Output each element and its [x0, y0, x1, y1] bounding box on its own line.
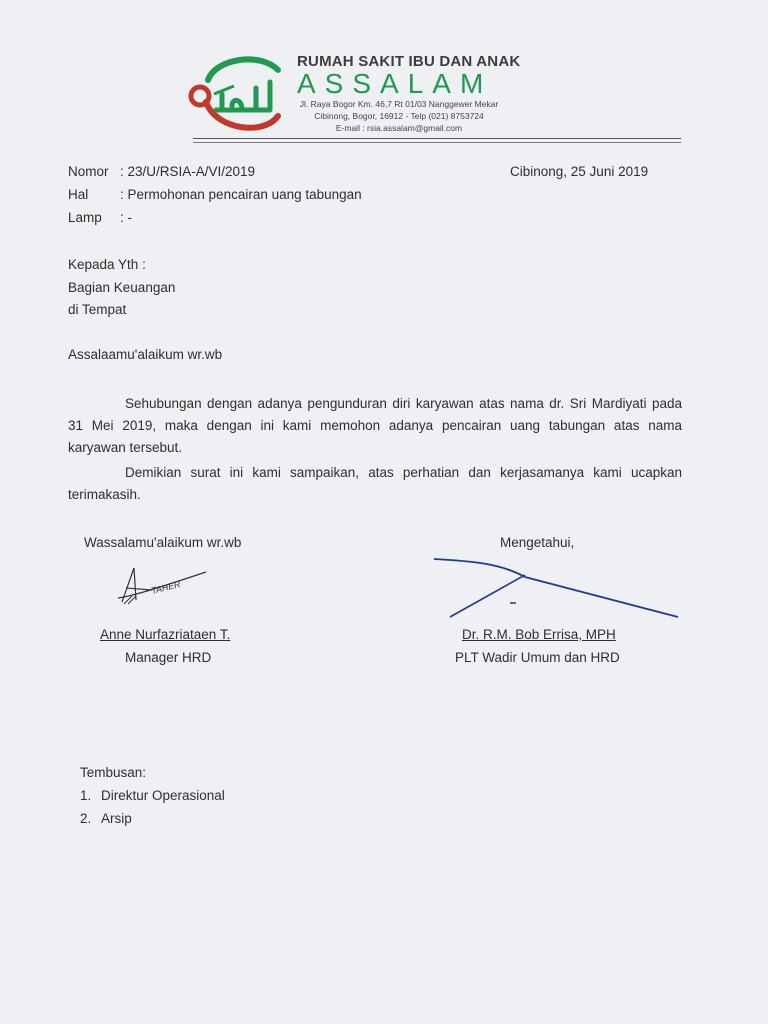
greeting: Assalaamu'alaikum wr.wb [68, 347, 223, 362]
body-p2-line1: Demikian surat ini kami sampaikan, atas perhatian dan kerjasamanya kami ucapkan [125, 465, 682, 480]
recipient-line-2: Bagian Keuangan [68, 280, 176, 295]
signature-left-text: TAHER [150, 579, 182, 596]
hospital-type: RUMAH SAKIT IBU DAN ANAK [297, 53, 521, 70]
cc-label: Tembusan: [80, 765, 147, 780]
lamp-label: Lamp [68, 210, 102, 225]
hal-value: : Permohonan pencairan uang tabungan [120, 187, 362, 202]
address-line-1: Jl. Raya Bogor Km. 46,7 Rt 01/03 Nanggewer Mekar [299, 99, 499, 109]
recipient-line-3: di Tempat [68, 302, 127, 317]
cc-item-1-num: 1. [80, 788, 92, 803]
cc-item-2-num: 2. [80, 811, 92, 826]
recipient-line-1: Kepada Yth : [68, 257, 146, 272]
email-line: E-mail : rsia.assalam@gmail.com [335, 123, 463, 133]
signer-left-name: Anne Nurfazriataen T. [100, 627, 231, 642]
body-p2-line2: terimakasih. [68, 487, 141, 502]
signer-right-name: Dr. R.M. Bob Errisa, MPH [462, 627, 616, 642]
body-p1-line3: karyawan tersebut. [68, 440, 183, 455]
header-divider-thin [193, 142, 681, 143]
signer-right-title: PLT Wadir Umum dan HRD [455, 650, 620, 665]
hospital-name: ASSALAM [297, 68, 493, 99]
acknowledge-label: Mengetahui, [500, 535, 575, 550]
hospital-logo-icon [186, 50, 288, 134]
body-p1-line2: 31 Mei 2019, maka dengan ini kami memohon adanya pencairan uang tabungan atas nama [68, 418, 682, 433]
signature-right [430, 555, 686, 625]
signer-left-title: Manager HRD [125, 650, 212, 665]
body-p1-line1: Sehubungan dengan adanya pengunduran diri karyawan atas nama dr. Sri Mardiyati pada [125, 396, 682, 411]
nomor-label: Nomor [68, 164, 109, 179]
lamp-value: : - [120, 210, 132, 225]
nomor-value: : 23/U/RSIA-A/VI/2019 [120, 164, 256, 179]
address-line-2: Cibinong, Bogor, 16912 - Telp (021) 8753724 [314, 111, 484, 121]
cc-item-2: Arsip [101, 811, 132, 826]
cc-item-1: Direktur Operasional [101, 788, 225, 803]
letter-date: Cibinong, 25 Juni 2019 [510, 164, 649, 179]
signature-left [112, 560, 212, 610]
hal-label: Hal [68, 187, 89, 202]
header-divider [193, 138, 681, 139]
closing: Wassalamu'alaikum wr.wb [84, 535, 242, 550]
